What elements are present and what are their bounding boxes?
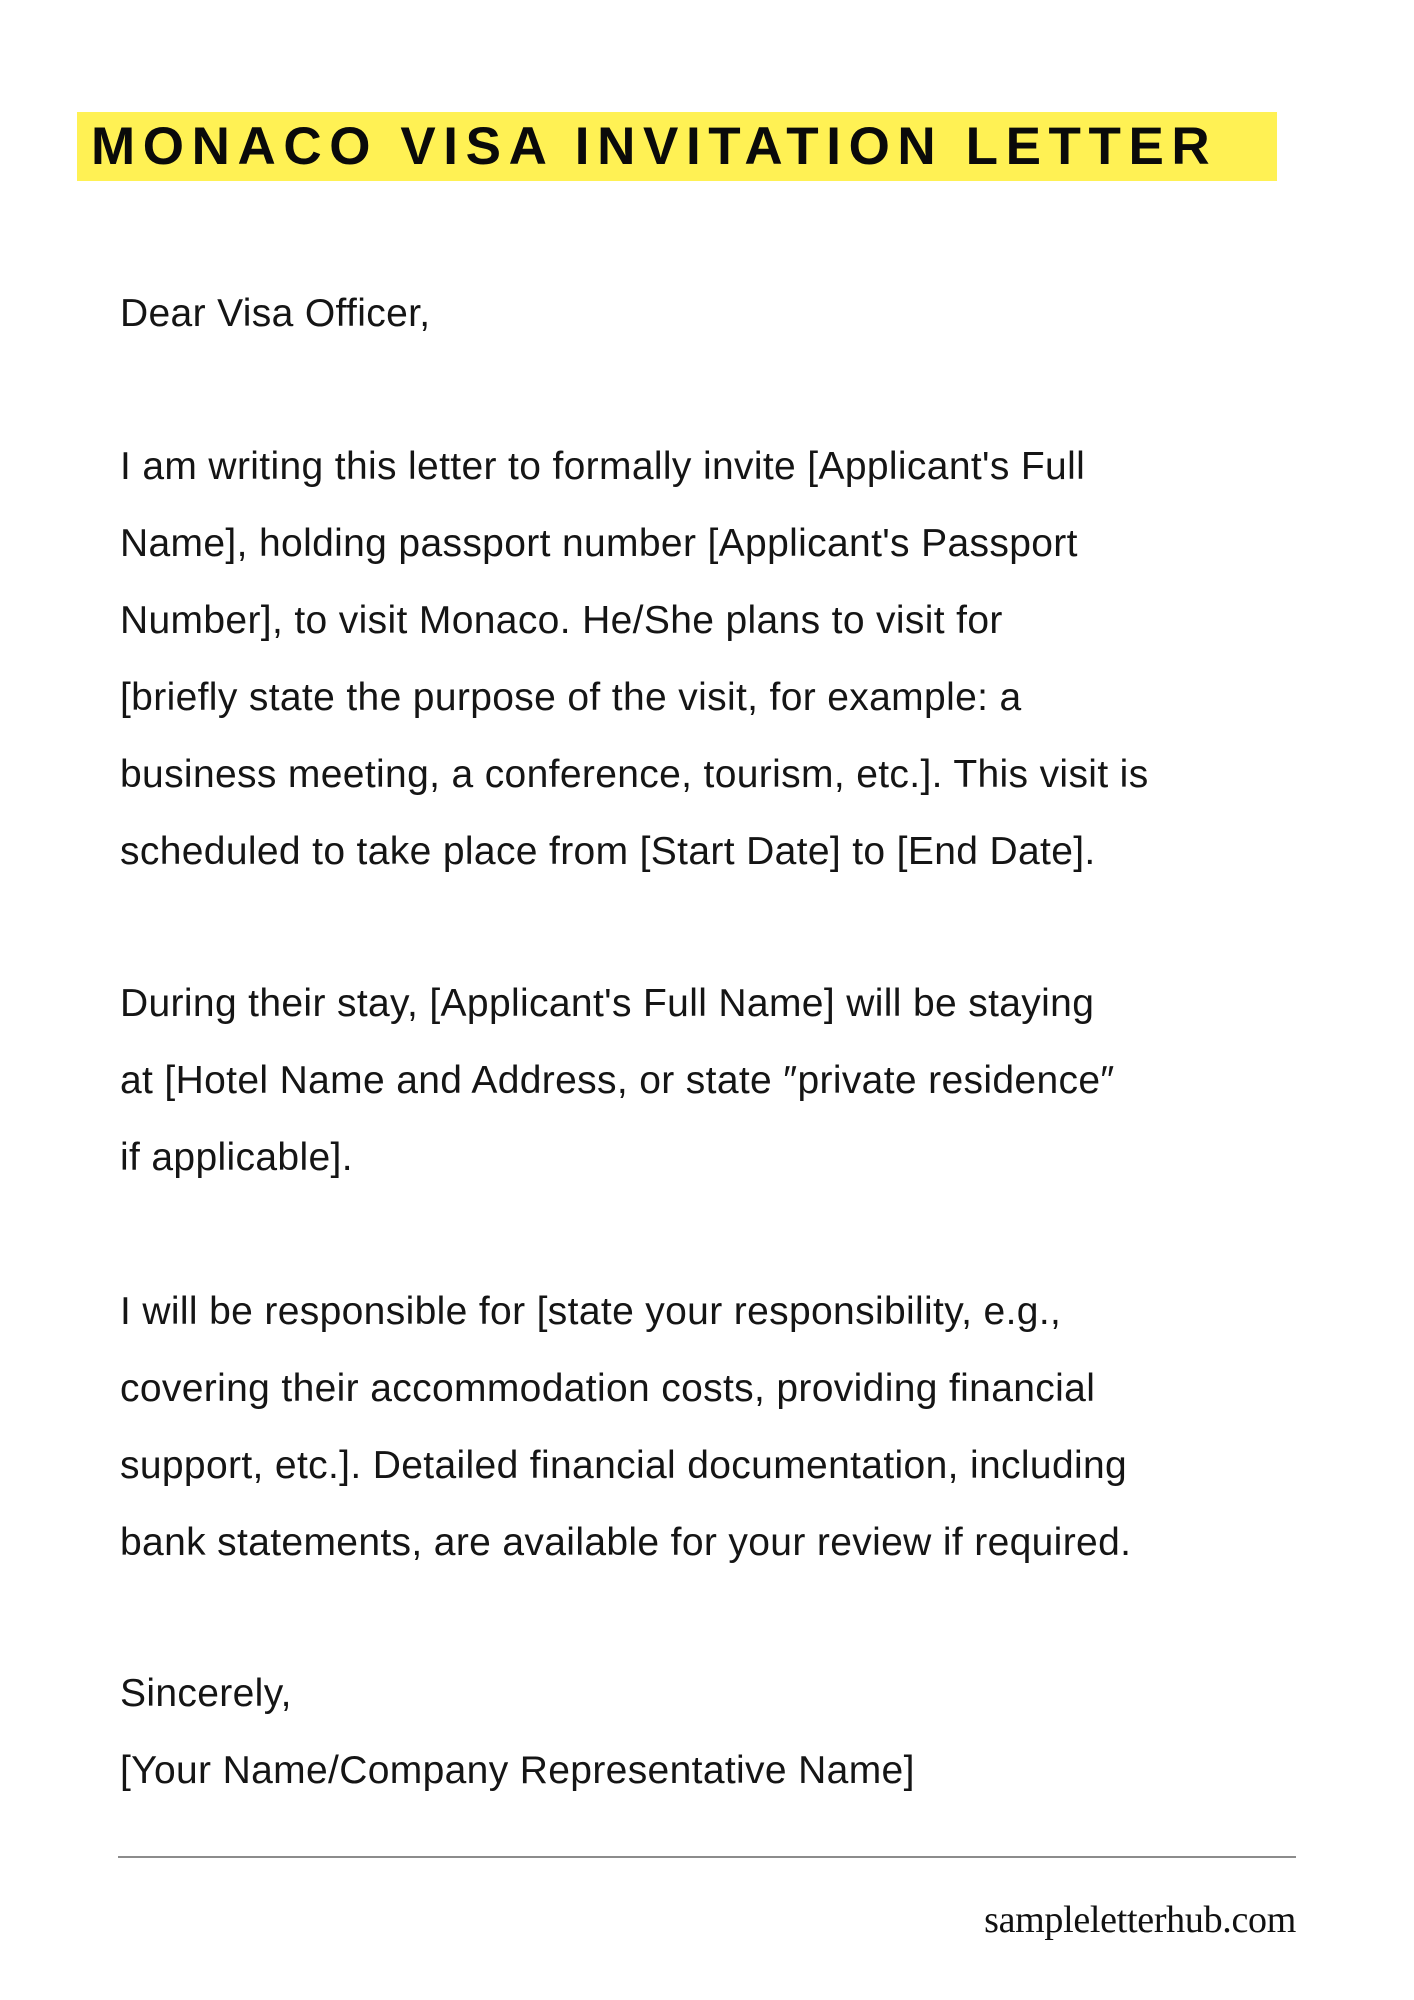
paragraph-line: [briefly state the purpose of the visit, for example: a bbox=[120, 676, 1022, 719]
paragraph-line: covering their accommodation costs, providing financial bbox=[120, 1367, 1096, 1410]
footer-site-name: sampleletterhub.com bbox=[984, 1899, 1296, 1941]
footer-divider bbox=[118, 1856, 1296, 1858]
paragraph-line: I am writing this letter to formally invite [Applicant's Full bbox=[120, 445, 1086, 488]
salutation: Dear Visa Officer, bbox=[120, 292, 431, 335]
paragraph-line: During their stay, [Applicant's Full Name] will be staying bbox=[120, 982, 1095, 1025]
paragraph-line: I will be responsible for [state your responsibility, e.g., bbox=[120, 1290, 1062, 1333]
paragraph-line: scheduled to take place from [Start Date] to [End Date]. bbox=[120, 830, 1096, 873]
closing: Sincerely, bbox=[120, 1672, 292, 1715]
page-title: MONACO VISA INVITATION LETTER bbox=[91, 117, 1218, 176]
paragraph-line: Number], to visit Monaco. He/She plans to visit for bbox=[120, 599, 1003, 642]
paragraph-line: at [Hotel Name and Address, or state ″private residence″ bbox=[120, 1059, 1115, 1102]
paragraph-line: bank statements, are available for your review if required. bbox=[120, 1521, 1132, 1564]
paragraph-line: support, etc.]. Detailed financial documentation, including bbox=[120, 1444, 1128, 1487]
paragraph-line: if applicable]. bbox=[120, 1136, 353, 1179]
signature: [Your Name/Company Representative Name] bbox=[120, 1749, 915, 1792]
paragraph-line: business meeting, a conference, tourism, etc.]. This visit is bbox=[120, 753, 1149, 796]
paragraph-line: Name], holding passport number [Applicant's Passport bbox=[120, 522, 1078, 565]
